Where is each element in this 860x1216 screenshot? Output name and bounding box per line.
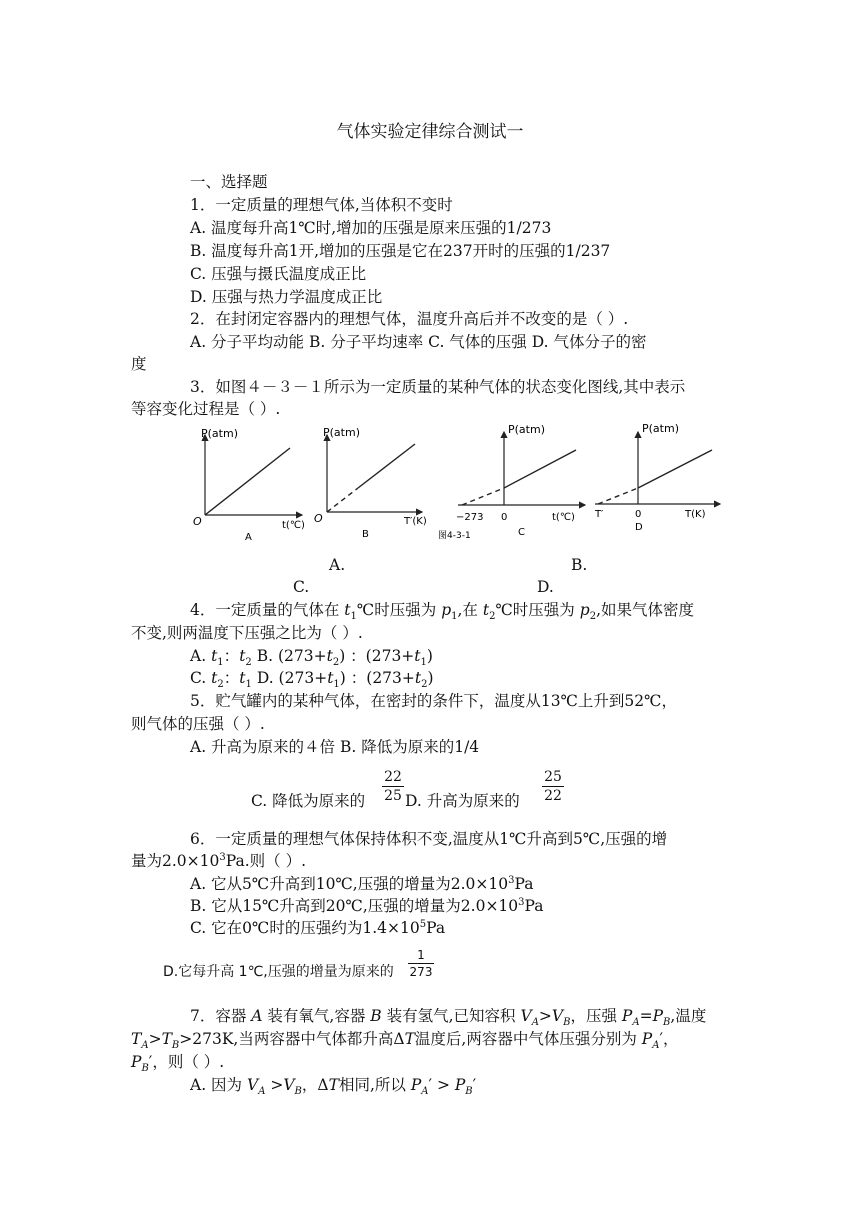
graph-d-tprime: T′ xyxy=(595,509,604,520)
q5-fraction-c: 22 25 xyxy=(382,769,404,804)
q2-options: A. 分子平均动能 B. 分子平均速率 C. 气体的压强 D. 气体分子的密 xyxy=(190,333,647,351)
graph-d xyxy=(594,422,720,533)
q7-stem: 7．容器 A 装有氧气,容器 B 装有氢气,已知容积 $V_A>V_B$，压强 $P_A=P_B$,温度 xyxy=(190,1007,707,1029)
graph-a-origin: O xyxy=(193,515,202,528)
q4-options-cd: C. $t_2$：$t_1$ D. $(273+t_1)$ ：$(273+t_2)$ xyxy=(190,669,434,691)
graph-c-ylabel: P(atm) xyxy=(508,423,545,436)
q4-stem-cont: 不变,则两温度下压强之比为（ ）. xyxy=(131,624,363,642)
q5-option-d: D. 升高为原来的 xyxy=(405,792,520,810)
graph-c-zero: 0 xyxy=(501,512,508,523)
q5-options-ab: A. 升高为原来的４倍 B. 降低为原来的1/4 xyxy=(190,738,480,756)
figure-caption: 图4-3-1 xyxy=(438,531,471,541)
q1-option-b: B. 温度每升高1开,增加的压强是它在237开时的压强的1/237 xyxy=(190,242,611,260)
q3-answer-c: C. xyxy=(293,578,310,596)
q6-stem-cont: 量为$2.0\times 10^3Pa$.则（ ）. xyxy=(131,851,307,870)
graph-c-xlabel: t(℃) xyxy=(552,512,575,523)
q3-answer-a: A. xyxy=(329,556,346,574)
graph-b-origin: O xyxy=(314,512,323,525)
graph-c xyxy=(456,423,585,538)
graph-a-label: A xyxy=(245,532,252,543)
q1-option-d: D. 压强与热力学温度成正比 xyxy=(190,288,383,306)
q3-answer-d: D. xyxy=(537,578,554,596)
graph-c-label: C xyxy=(518,527,525,538)
page-title: 气体实验定律综合测试一 xyxy=(336,122,524,142)
q6-option-d: D.它每升高 1℃,压强的增量为原来的 xyxy=(163,964,394,980)
q5-option-c: C. 降低为原来的 xyxy=(251,792,366,810)
q4-stem: 4．一定质量的气体在 $t_1℃$时压强为 $p_1$,在 $t_2℃$时压强为 $p_2$,如果气体密度 xyxy=(190,601,694,623)
graph-d-ylabel: P(atm) xyxy=(642,422,679,435)
graph-a-ylabel: P(atm) xyxy=(201,427,238,440)
q1-stem: 1．一定质量的理想气体,当体积不变时 xyxy=(190,196,453,214)
q1-option-a: A. 温度每升高1℃时,增加的压强是原来压强的1/273 xyxy=(190,219,552,237)
q2-options-cont: 度 xyxy=(131,355,147,373)
graph-a xyxy=(193,427,305,543)
graph-b-xlabel: T′(K) xyxy=(404,516,427,527)
graph-d-zero: 0 xyxy=(635,509,642,520)
section-heading: 一、选择题 xyxy=(190,173,268,191)
q6-option-c: C. 它在0℃时的压强约为$1.4\times 10^5Pa$ xyxy=(190,918,446,937)
graph-b xyxy=(314,426,427,540)
graph-b-ylabel: P(atm) xyxy=(323,426,360,439)
q3-stem-cont: 等容变化过程是（ ）. xyxy=(131,400,281,418)
q4-options-ab: A. $t_1$：$t_2$ B. $(273+t_2)$ ：$(273+t_1)$ xyxy=(190,647,433,669)
graph-c-m273: −273 xyxy=(456,512,484,523)
q3-answer-b: B. xyxy=(571,556,588,574)
q7-option-a: A. 因为 $V_A >V_B$，ΔT相同,所以 $P_A' > P_B'$ xyxy=(190,1076,477,1098)
q7-stem-line2: $T_A>T_B>273K$,当两容器中气体都升高ΔT温度后,两容器中气体压强分别为 $P_A'$， xyxy=(131,1030,679,1052)
graph-a-xlabel: t(℃) xyxy=(282,520,305,531)
q6-stem: 6．一定质量的理想气体保持体积不变,温度从1℃升高到5℃,压强的增 xyxy=(190,830,668,848)
graph-b-label: B xyxy=(362,529,369,540)
graph-d-xlabel: T(K) xyxy=(685,509,706,520)
figure-4-3-1 xyxy=(190,420,730,550)
q5-stem: 5．贮气罐内的某种气体，在密封的条件下，温度从13℃上升到52℃， xyxy=(190,692,677,710)
q3-stem: 3．如图４－３－１所示为一定质量的某种气体的状态变化图线,其中表示 xyxy=(190,378,686,396)
q6-option-a: A. 它从5℃升高到10℃,压强的增量为$2.0\times 10^3Pa$ xyxy=(190,874,534,893)
graph-d-label: D xyxy=(635,522,643,533)
q5-fraction-d: 25 22 xyxy=(542,769,564,804)
q7-stem-line3: $P_B'$，则（ ）. xyxy=(131,1053,225,1075)
q6-fraction-d: 1 273 xyxy=(409,948,433,979)
q1-option-c: C. 压强与摄氏温度成正比 xyxy=(190,265,367,283)
q5-stem-cont: 则气体的压强（ ）. xyxy=(131,715,265,733)
q6-option-b: B. 它从15℃升高到20℃,压强的增量为$2.0\times 10^3Pa$ xyxy=(190,896,544,915)
q2-stem: 2．在封闭定容器内的理想气体，温度升高后并不改变的是（ ）. xyxy=(190,310,629,328)
